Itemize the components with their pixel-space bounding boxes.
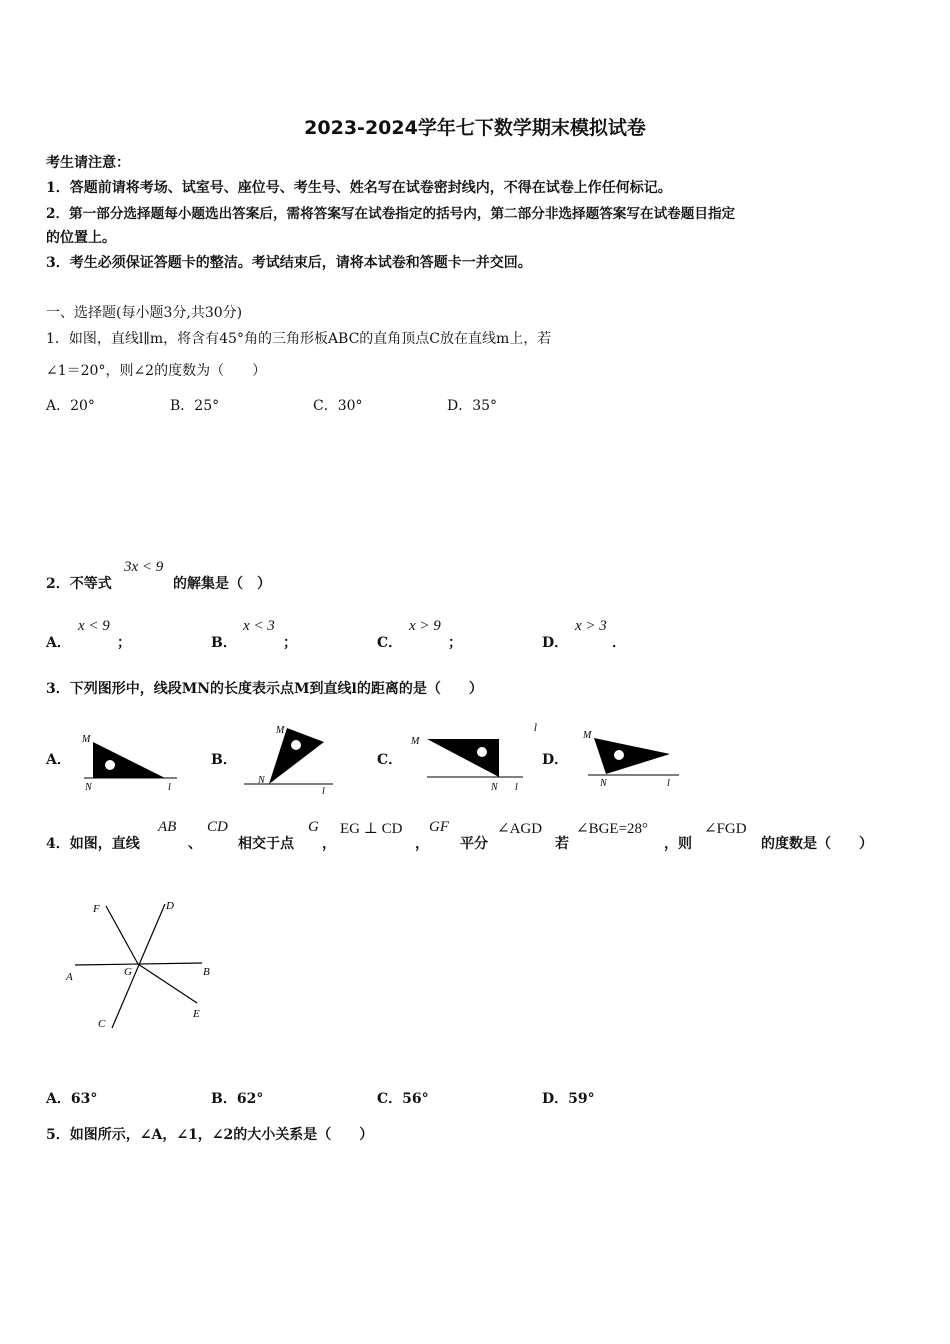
q1-option-a: A．20° (46, 398, 95, 414)
q4-line-cd: CD (207, 819, 228, 835)
q2-option-c-letter: C． (377, 635, 403, 651)
label-n: N (600, 778, 607, 789)
q3-figure-d (578, 725, 683, 795)
q4-angle-bge: ∠BGE=28° (576, 821, 649, 837)
q4-suffix: 的度数是（ ） (761, 836, 873, 852)
line-cd (112, 904, 165, 1028)
label-l: l (322, 786, 325, 795)
q4-eg-perp-cd: EG ⊥ CD (340, 821, 403, 837)
label-n: N (491, 782, 498, 793)
ruler-hole (105, 760, 115, 770)
ruler-hole (291, 740, 301, 750)
notice-line-2: 2．第一部分选择题每小题选出答案后，需将答案写在试卷指定的括号内，第二部分非选择题答案写在试卷题目指定 (46, 206, 736, 222)
label-e: E (193, 1008, 200, 1020)
triangle-ruler (427, 739, 499, 777)
q4-angle-fgd: ∠FGD (704, 821, 747, 837)
label-m: M (583, 730, 592, 741)
q3-figure-b (240, 720, 340, 795)
q2-inequality: 3x < 9 (124, 559, 164, 575)
ruler-hole (614, 750, 624, 760)
label-m: M (82, 734, 91, 745)
q4-option-a: A．63° (46, 1091, 98, 1107)
q2-option-c-end: ； (448, 635, 462, 651)
q3-option-a-letter: A． (46, 752, 71, 768)
label-f: F (93, 903, 100, 915)
q4-angle-agd: ∠AGD (497, 821, 543, 837)
q1-stem-line2: ∠1＝20°，则∠2的度数为（ ） (46, 363, 267, 379)
q4-line-ab: AB (158, 819, 177, 835)
q4-option-d: D．59° (542, 1091, 595, 1107)
notice-heading: 考生请注意： (46, 155, 130, 171)
q4-mid4: ，则 (664, 836, 692, 852)
q2-suffix: 的解集是（ ） (173, 576, 271, 592)
label-n: N (85, 782, 92, 793)
q4-comma1: ， (322, 836, 336, 852)
label-m: M (276, 725, 285, 736)
q3-figure-a (78, 730, 183, 795)
ray-ge (138, 964, 197, 1003)
q2-option-d-expr: x > 3 (575, 618, 607, 634)
q4-mid1: 相交于点 (238, 836, 294, 852)
ray-gf (106, 906, 138, 964)
label-m: M (411, 736, 420, 747)
q4-option-c: C．56° (377, 1091, 429, 1107)
q3-option-d-letter: D． (542, 752, 569, 768)
triangle-ruler (93, 742, 165, 778)
q4-comma2: ， (415, 836, 429, 852)
q2-option-a-expr: x < 9 (78, 618, 110, 634)
notice-line-2-cont: 的位置上。 (46, 230, 116, 246)
notice-line-3: 3．考生必须保证答题卡的整洁。考试结束后，请将本试卷和答题卡一并交回。 (46, 255, 532, 271)
q3-option-b-letter: B． (211, 752, 237, 768)
q4-mid2: 平分 (460, 836, 488, 852)
q4-ray-gf: GF (429, 819, 449, 835)
triangle-ruler (594, 738, 670, 774)
q2-option-c-expr: x > 9 (409, 618, 441, 634)
notice-line-1: 1．答题前请将考场、试室号、座位号、考生号、姓名写在试卷密封线内，不得在试卷上作任何标记。 (46, 180, 672, 196)
q2-option-a-letter: A． (46, 635, 71, 651)
q4-figure (60, 893, 220, 1038)
q4-prefix: 4．如图，直线 (46, 836, 140, 852)
label-g: G (124, 966, 132, 978)
q4-mid3: 若 (555, 836, 569, 852)
q3-stem: 3．下列图形中，线段MN的长度表示点M到直线l的距离的是（ ） (46, 681, 483, 697)
q5-stem: 5．如图所示，∠A，∠1，∠2的大小关系是（ ） (46, 1127, 374, 1143)
q2-option-a-end: ； (117, 635, 131, 651)
q2-option-b-end: ； (283, 635, 297, 651)
q3-figure-c (407, 725, 527, 795)
label-l: l (667, 778, 670, 789)
q1-option-b: B．25° (170, 398, 220, 414)
label-l: l (515, 782, 518, 793)
q4-option-b: B．62° (211, 1091, 264, 1107)
label-a: A (66, 971, 73, 983)
triangle-ruler (269, 728, 324, 784)
q2-option-d-end: ． (612, 635, 626, 651)
q3-c-label-l-extra: l (534, 723, 538, 734)
q4-point-g: G (308, 819, 319, 835)
q3-option-c-letter: C． (377, 752, 403, 768)
label-n: N (258, 775, 265, 786)
q2-option-b-letter: B． (211, 635, 237, 651)
section-heading: 一、选择题(每小题3分,共30分) (46, 305, 243, 321)
q1-stem-line1: 1．如图，直线l∥m，将含有45°角的三角形板ABC的直角顶点C放在直线m上，若 (46, 331, 552, 347)
q1-option-c: C．30° (313, 398, 363, 414)
q1-option-d: D．35° (447, 398, 498, 414)
label-l: l (168, 782, 171, 793)
q2-option-b-expr: x < 3 (243, 618, 275, 634)
ruler-hole (477, 747, 487, 757)
q2-option-d-letter: D． (542, 635, 569, 651)
label-d: D (166, 900, 174, 912)
q2-prefix: 2．不等式 (46, 576, 112, 592)
q4-sep: 、 (188, 836, 202, 852)
label-c: C (98, 1018, 106, 1030)
page-title: 2023-2024学年七下数学期末模拟试卷 (304, 117, 646, 139)
label-b: B (203, 966, 210, 978)
